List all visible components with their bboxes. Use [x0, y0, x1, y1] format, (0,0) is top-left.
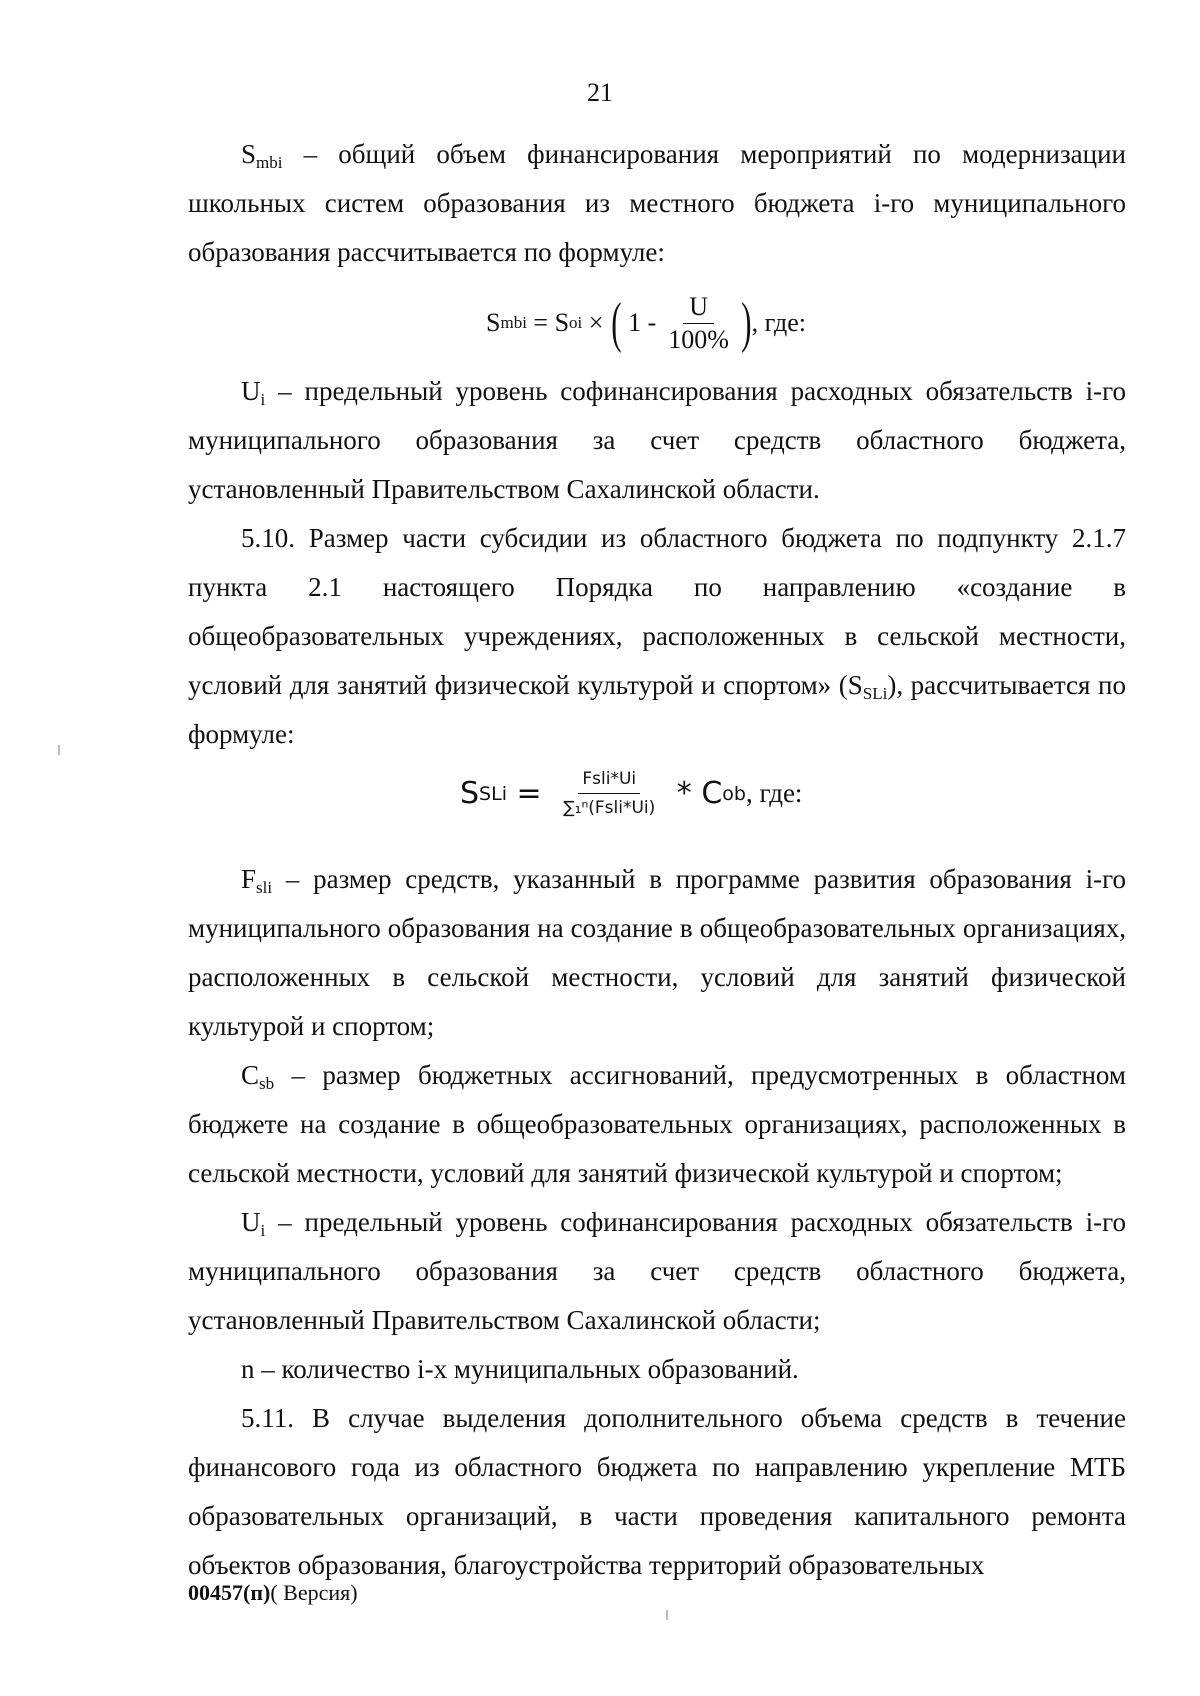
document-version: ( Версия) [270, 1580, 358, 1605]
symbol-c: C [241, 1060, 260, 1090]
paragraph-text: – размер средств, указанный в программе развития образования i-го муниципального образования на создание в общеобразовательных организациях, расположенных в сельской местности, условий для занятий физической культурой и спортом; [188, 864, 1126, 1041]
formula-where: , где: [751, 308, 806, 337]
formula-times: * C [667, 776, 723, 811]
right-paren-icon: ) [741, 292, 752, 354]
paragraph-text: – размер бюджетных ассигнований, предусмотренных в областном бюджете на создание в общеобразовательных организациях, расположенных в сельской местности, условий для занятий физической культурой и спортом; [188, 1060, 1126, 1188]
formula-lhs: S [460, 776, 480, 811]
formula-lhs: S [486, 308, 501, 337]
symbol-u: U [241, 1207, 261, 1237]
paragraph-text: n – количество i-х муниципальных образований. [241, 1354, 799, 1384]
symbol-s: S [241, 139, 257, 169]
fraction-denominator: ∑₁ⁿ(Fsli*Ui) [563, 798, 656, 818]
paragraph-text: – предельный уровень софинансирования расходных обязательств i-го муниципального образования за счет средств областного бюджета, установленный Правительством Сахалинской области; [188, 1207, 1126, 1335]
paragraph-n-definition [188, 1345, 1126, 1394]
formula-one-minus: 1 - [628, 308, 657, 337]
document-body [188, 130, 1126, 1590]
paragraph-text: – общий объем финансирования мероприятий по модернизации школьных систем образования из местного бюджета i-го муниципального образования рассчитывается по формуле: [188, 139, 1126, 267]
formula-fraction [662, 293, 735, 354]
page-number: 21 [587, 78, 613, 107]
paragraph-5-10 [188, 514, 1126, 759]
formula-times: × [582, 308, 604, 337]
document-code: 00457(п) [188, 1580, 271, 1605]
scan-mark [58, 745, 60, 755]
fraction-numerator: U [683, 293, 714, 324]
formula-smbi: S mbi = S oi × ( 1 - $\frac{U}{100\%}$ ) , где: [486, 291, 806, 354]
document-footer [188, 1580, 358, 1606]
paragraph-ui-definition-2 [188, 1198, 1126, 1345]
paragraph-text-tail: ), рассчитывается по формуле: [188, 670, 1126, 749]
paragraph-text: 5.10. Размер части субсидии из областного бюджета по подпункту 2.1.7 пункта 2.1 настоящего Порядка по направлению «создание в общеобразовательных учреждениях, расположенных в сельской местности, условий для занятий физической культурой и спортом» (S [188, 523, 1126, 700]
formula-where: , где: [745, 778, 803, 808]
subscript-mbi: mbi [256, 153, 283, 172]
fraction-numerator: Fsli*Ui [578, 767, 640, 794]
symbol-u: U [241, 376, 261, 406]
formula-equals: = [506, 776, 552, 811]
paragraph-ui-definition-1 [188, 367, 1126, 514]
paragraph-5-11 [188, 1394, 1126, 1590]
paragraph-smbi-definition [188, 130, 1126, 277]
formula-equals: = S [526, 308, 570, 337]
subscript-sli: SLi [862, 684, 888, 703]
subscript-sli: sli [256, 878, 273, 897]
fraction-denominator: 100% [668, 324, 729, 354]
formula-ssli: S SLi = $\frac{\text{Fsli*Ui}}{\text{∑₁ⁿ(Fsli*Ui)}}$ * C ob , где: [460, 769, 803, 818]
paragraph-text: – предельный уровень софинансирования расходных обязательств i-го муниципального образования за счет средств областного бюджета, установленный Правительством Сахалинской области. [188, 376, 1126, 504]
symbol-f: F [241, 864, 257, 894]
paragraph-text: 5.11. В случае выделения дополнительного объема средств в течение финансового года из областного бюджета по направлению укрепление МТБ образовательных организаций, в части проведения капитального ремонта объектов образования, благоустройства территорий образовательных [188, 1403, 1126, 1580]
paragraph-fsli-definition [188, 855, 1126, 1051]
scan-mark [666, 1610, 668, 1620]
left-paren-icon: ( [611, 292, 622, 354]
subscript-sb: sb [259, 1074, 275, 1093]
paragraph-csb-definition [188, 1051, 1126, 1198]
formula-fraction [559, 767, 659, 820]
subscript-i: i [260, 1221, 266, 1240]
subscript-i: i [260, 390, 266, 409]
